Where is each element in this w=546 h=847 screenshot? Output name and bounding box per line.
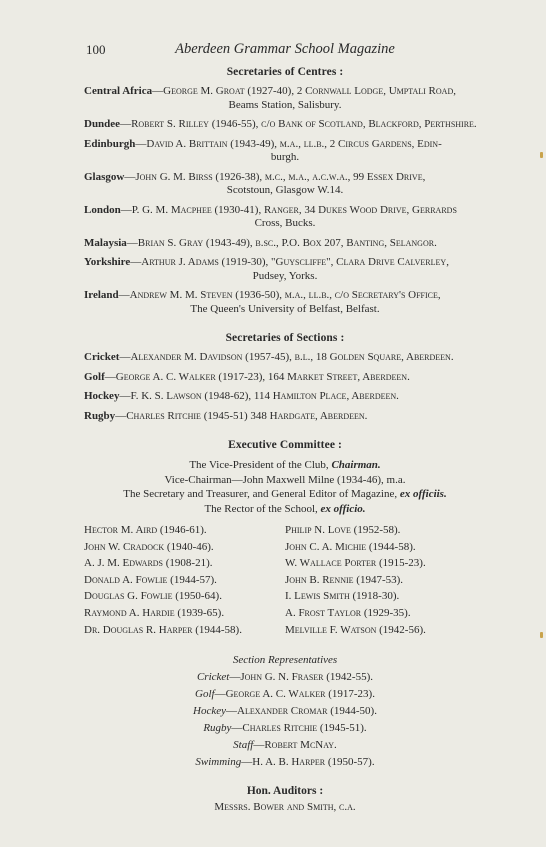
page-number: 100 [86, 42, 106, 57]
centre-entry [84, 237, 486, 251]
centres-title: Secretaries of Centres : [226, 66, 344, 78]
rep-name: —Alexander Cromar (1944-50). [226, 705, 377, 718]
committee-line1-text: The Vice-President of the Club, [189, 459, 332, 471]
committee-line1-role: Chairman. [331, 459, 381, 471]
section-sport: Hockey [84, 390, 120, 402]
rep-sport: Rugby [203, 722, 232, 735]
margin-mark [540, 632, 543, 638]
committee-member: A. Frost Taylor (1929-35). [285, 606, 411, 619]
centre-entry [84, 85, 486, 112]
committee-line3-text: The Secretary and Treasurer, and General Editor of Magazine, [123, 488, 400, 500]
centre-place: London [84, 203, 121, 216]
committee-member: Raymond A. Hardie (1939-65). [84, 606, 225, 619]
committee-member: Dr. Douglas R. Harper (1944-58). [84, 623, 242, 636]
rep-sport: Golf [195, 688, 215, 701]
representative-entry [84, 737, 486, 754]
centre-entry [84, 118, 486, 132]
rep-name: —John G. N. Fraser (1942-55). [229, 671, 374, 684]
section-entry [84, 390, 486, 404]
centre-entry [84, 138, 486, 165]
centre-cont: burgh. [270, 151, 300, 163]
centre-text: —John G. M. Birss (1926-38), m.c., m.a., a.c.w.a., 99 Essex Drive, [124, 170, 426, 183]
auditors-text: Messrs. Bower and Smith, c.a. [214, 801, 356, 814]
committee-member: John W. Cradock (1940-46). [84, 540, 214, 553]
centre-text: —George M. Groat (1927-40), 2 Cornwall Lodge, Umptali Road, [152, 85, 456, 97]
section-sport: Rugby [84, 409, 116, 422]
centre-cont: Cross, Bucks. [254, 217, 316, 229]
centre-text: —Robert S. Rilley (1946-55), c/o Bank of Scotland, Blackford, Perthshire. [120, 118, 477, 130]
committee-line4-role: ex officio. [320, 502, 366, 515]
representative-entry [84, 703, 486, 720]
committee-member: John C. A. Michie (1944-58). [285, 540, 416, 553]
rep-name: —H. A. B. Harper (1950-57). [241, 756, 375, 769]
committee-member: A. J. M. Edwards (1908-21). [84, 557, 213, 570]
representative-entry [84, 720, 486, 737]
centre-place: Glasgow [84, 170, 125, 183]
rep-name: —George A. C. Walker (1917-23). [214, 688, 375, 701]
centre-place: Dundee [84, 118, 121, 130]
page-content [84, 66, 486, 813]
rep-sport: Cricket [196, 671, 230, 684]
committee-line3-role: ex officiis. [399, 488, 447, 500]
section-sport: Golf [84, 370, 105, 383]
committee-member: Hector M. Aird (1946-61). [84, 524, 207, 536]
centre-cont: The Queen's University of Belfast, Belfast. [190, 302, 380, 315]
centre-cont: Scotstoun, Glasgow W.14. [226, 184, 344, 196]
representatives-list [84, 669, 486, 771]
rep-sport: Staff [233, 739, 254, 752]
centre-text: —P. G. M. Macphee (1930-41), Ranger, 34 Dukes Wood Drive, Gerrards [120, 203, 457, 216]
centre-text: —David A. Brittain (1943-49), m.a., ll.b., 2 Circus Gardens, Edin- [135, 137, 442, 150]
centres-list [84, 85, 486, 316]
centre-entry [84, 289, 486, 316]
sections-title: Secretaries of Sections : [225, 332, 345, 344]
committee-right-column [285, 522, 486, 638]
centre-text: —Andrew M. M. Steven (1936-50), m.a., ll.b., c/o Secretary's Office, [118, 289, 441, 301]
section-sport: Cricket [84, 351, 120, 363]
committee-left-column [84, 522, 285, 638]
committee-member: W. Wallace Porter (1915-23). [285, 557, 426, 570]
section-text: —F. K. S. Lawson (1948-62), 114 Hamilton Place, Aberdeen. [119, 390, 399, 402]
rep-sport: Swimming [195, 756, 242, 769]
committee-member: Donald A. Fowlie (1944-57). [84, 573, 217, 586]
rep-name: —Charles Ritchie (1945-51). [231, 722, 367, 735]
sections-list [84, 351, 486, 423]
section-entry [84, 351, 486, 365]
section-text: —George A. C. Walker (1917-23), 164 Market Street, Aberdeen. [104, 370, 410, 383]
committee-chairman-line [84, 458, 486, 473]
centre-text: —Brian S. Gray (1943-49), b.sc., P.O. Box 207, Banting, Selangor. [126, 236, 437, 249]
centre-text: —Arthur J. Adams (1919-30), "Guyscliffe", Clara Drive Calverley, [130, 256, 449, 268]
auditors-title: Hon. Auditors : [246, 785, 324, 798]
committee-member: John B. Rennie (1947-53). [285, 573, 404, 586]
page-header [86, 42, 484, 62]
committee-line4-text: The Rector of the School, [204, 502, 321, 515]
section-text: —Charles Ritchie (1945-51) 348 Hardgate, Aberdeen. [115, 409, 368, 422]
centre-entry [84, 204, 486, 231]
representatives-title: Section Representatives [232, 654, 338, 667]
centre-cont: Pudsey, Yorks. [252, 269, 318, 282]
committee-member: Douglas G. Fowlie (1950-64). [84, 590, 222, 603]
centre-place: Central Africa [84, 85, 153, 97]
representative-entry [84, 686, 486, 703]
centre-place: Ireland [84, 289, 119, 301]
centre-cont: Beams Station, Salisbury. [228, 98, 342, 111]
section-entry [84, 410, 486, 424]
section-entry [84, 371, 486, 385]
representative-entry [84, 754, 486, 771]
committee-member: Philip N. Love (1952-58). [285, 524, 401, 536]
rep-name: —Robert McNay. [253, 739, 337, 752]
margin-mark [540, 152, 543, 158]
committee-member: I. Lewis Smith (1918-30). [285, 590, 400, 603]
committee-vice-chairman-line: Vice-Chairman—John Maxwell Milne (1934-46), m.a. [164, 473, 406, 486]
committee-title: Executive Committee : [228, 439, 342, 451]
centre-place: Edinburgh [84, 137, 136, 150]
centre-entry [84, 256, 486, 283]
committee-rector-line [84, 502, 486, 517]
committee-secretary-line [84, 487, 486, 502]
centre-place: Yorkshire [84, 256, 131, 268]
committee-members [84, 522, 486, 638]
committee-member: Melville F. Watson (1942-56). [285, 623, 426, 636]
section-text: —Alexander M. Davidson (1957-45), b.l., 18 Golden Square, Aberdeen. [119, 351, 454, 363]
running-title: Aberdeen Grammar School Magazine [175, 41, 395, 57]
representative-entry [84, 669, 486, 686]
centre-place: Malaysia [84, 236, 127, 249]
rep-sport: Hockey [193, 705, 226, 718]
centre-entry [84, 171, 486, 198]
